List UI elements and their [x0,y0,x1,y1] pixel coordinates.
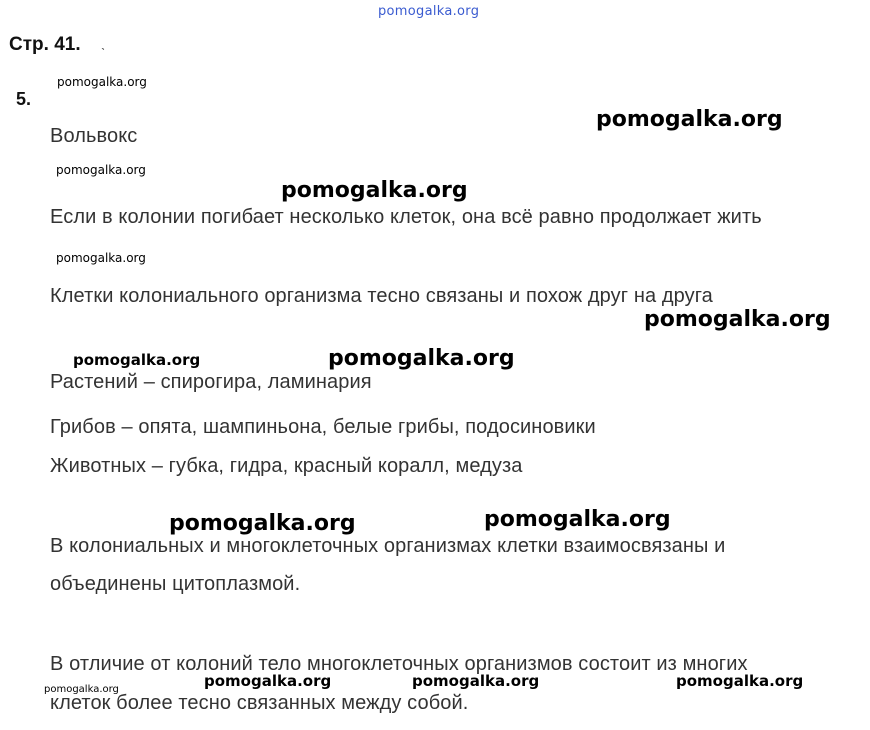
watermark: pomogalka.org [644,307,831,332]
watermark: pomogalka.org [676,672,804,690]
answer-line-4: Растений – спирогира, ламинария [50,371,372,393]
watermark: pomogalka.org [328,346,515,371]
watermark: pomogalka.org [281,178,468,203]
watermark: pomogalka.org [412,672,540,690]
answer-line-10: клеток более тесно связанных между собой. [50,692,469,714]
watermark: pomogalka.org [73,351,201,369]
page-title: Стр. 41. [9,34,81,55]
watermark: pomogalka.org [56,251,146,265]
watermark-top: pomogalka.org [378,4,480,19]
answer-line-1: Вольвокс [50,125,138,147]
watermark: pomogalka.org [596,107,783,132]
watermark: pomogalka.org [169,511,356,536]
task-number: 5. [16,89,32,109]
watermark: pomogalka.org [204,672,332,690]
answer-line-3: Клетки колониального организма тесно связаны и похож друг на друга [50,285,713,307]
watermark: pomogalka.org [56,163,146,177]
answer-line-5: Грибов – опята, шампиньона, белые грибы, подосиновики [50,416,596,438]
watermark: pomogalka.org [44,684,119,695]
answer-line-9: В отличие от колоний тело многоклеточных организмов состоит из многих [50,653,748,675]
title-mark: ˎ [101,34,106,50]
answer-line-7: В колониальных и многоклеточных организмах клетки взаимосвязаны и [50,535,726,557]
watermark: pomogalka.org [484,507,671,532]
answer-line-8: объединены цитоплазмой. [50,573,301,595]
watermark: pomogalka.org [57,75,147,89]
answer-line-2: Если в колонии погибает несколько клеток, она всё равно продолжает жить [50,206,762,228]
answer-line-6: Животных – губка, гидра, красный коралл, медуза [50,455,523,477]
